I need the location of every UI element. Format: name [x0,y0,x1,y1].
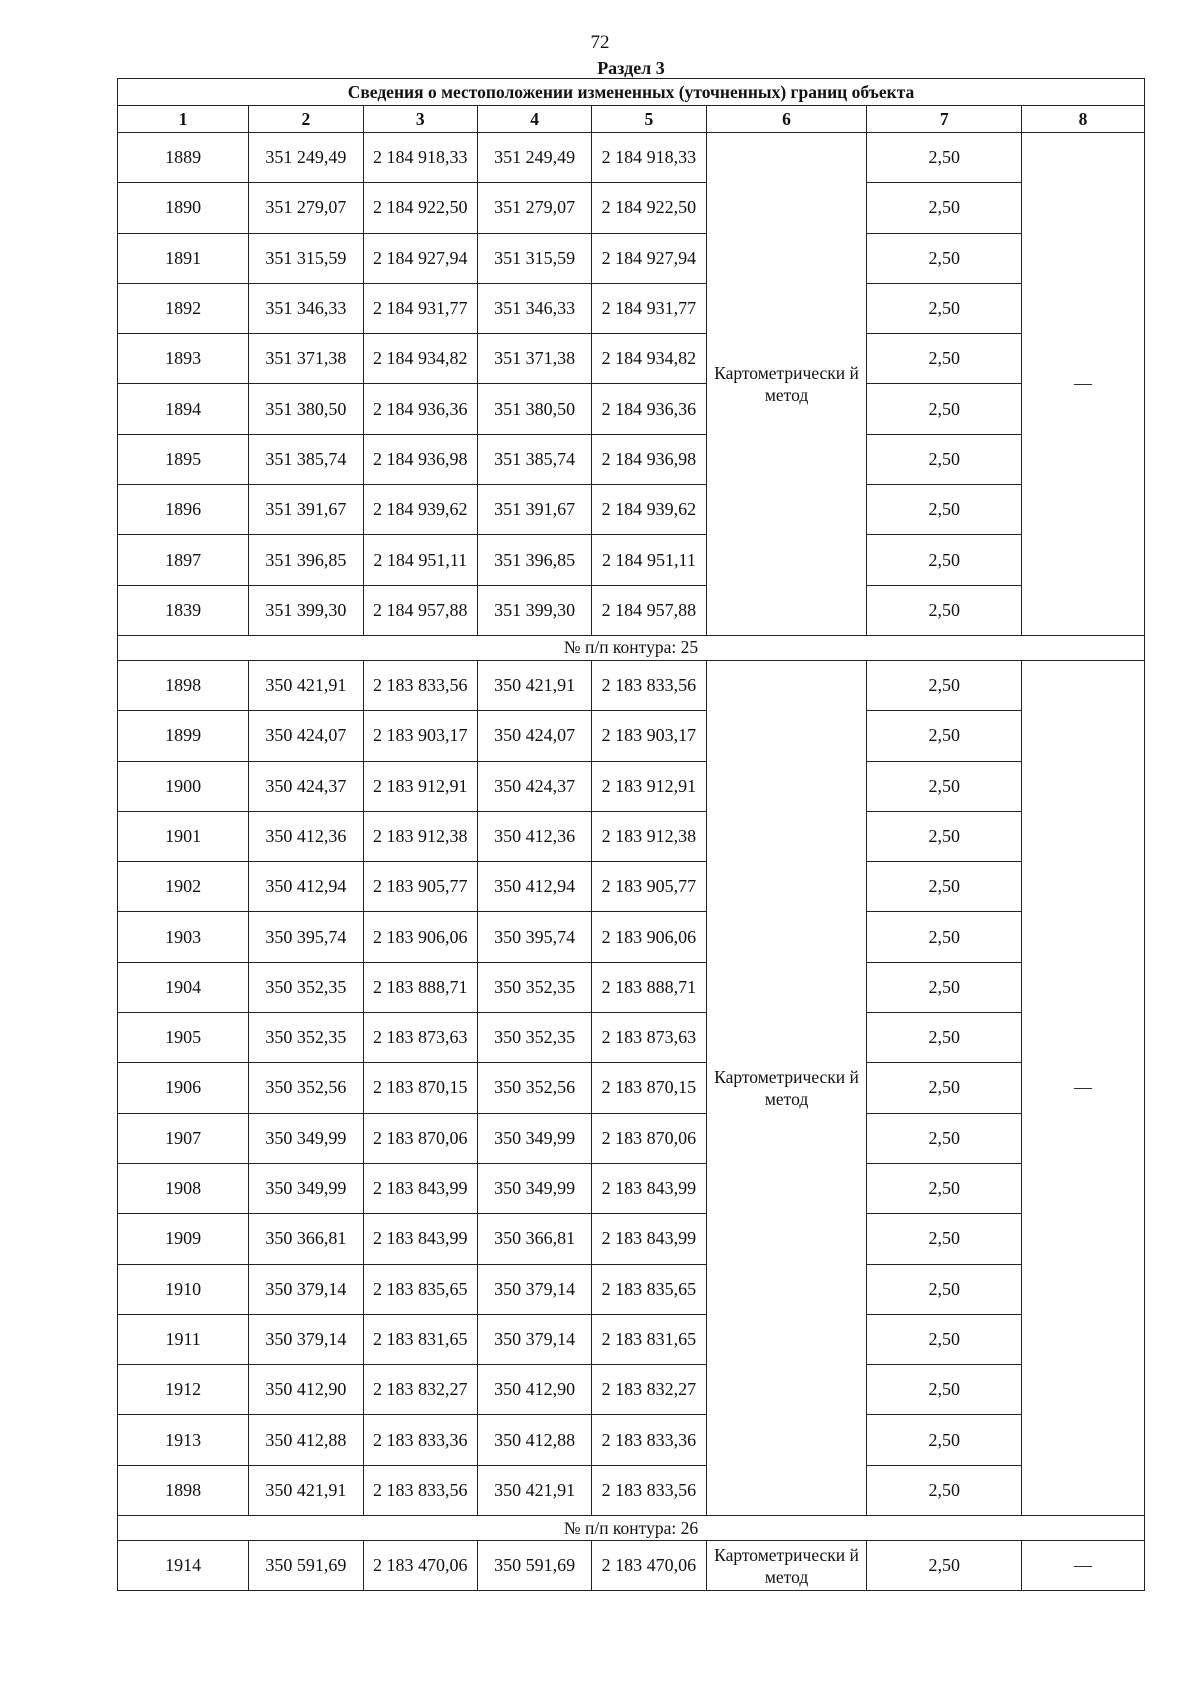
point-number-cell: 1890 [118,183,249,233]
point-number-cell: 1910 [118,1264,249,1314]
table-body [118,79,1145,1591]
x-existing-cell: 351 391,67 [249,485,363,535]
y-existing-cell: 2 183 906,06 [363,912,477,962]
point-number-cell: 1899 [118,711,249,761]
y-new-cell: 2 183 833,56 [592,660,706,710]
x-existing-cell: 350 349,99 [249,1163,363,1213]
y-existing-cell: 2 184 927,94 [363,233,477,283]
y-new-cell: 2 184 934,82 [592,334,706,384]
y-new-cell: 2 183 833,36 [592,1415,706,1465]
point-number-cell: 1912 [118,1365,249,1415]
table-row [118,485,1145,535]
table-row [118,1214,1145,1264]
point-number-cell: 1895 [118,434,249,484]
accuracy-cell: 2,50 [867,1063,1022,1113]
x-existing-cell: 351 279,07 [249,183,363,233]
x-new-cell: 350 349,99 [477,1163,591,1213]
y-new-cell: 2 184 922,50 [592,183,706,233]
table-row [118,384,1145,434]
x-new-cell: 350 352,35 [477,962,591,1012]
column-header: 2 [249,106,363,133]
x-new-cell: 350 366,81 [477,1214,591,1264]
point-number-cell: 1896 [118,485,249,535]
accuracy-cell: 2,50 [867,761,1022,811]
method-cell: Картометрически й метод [706,133,867,636]
x-existing-cell: 351 315,59 [249,233,363,283]
accuracy-cell: 2,50 [867,434,1022,484]
point-number-cell: 1900 [118,761,249,811]
x-new-cell: 350 424,37 [477,761,591,811]
accuracy-cell: 2,50 [867,811,1022,861]
x-new-cell: 350 591,69 [477,1541,591,1591]
accuracy-cell: 2,50 [867,711,1022,761]
y-new-cell: 2 183 870,15 [592,1063,706,1113]
table-row [118,1013,1145,1063]
y-existing-cell: 2 183 912,91 [363,761,477,811]
description-cell: — [1022,1541,1145,1591]
y-existing-cell: 2 184 918,33 [363,133,477,183]
table-row [118,660,1145,710]
y-new-cell: 2 183 870,06 [592,1113,706,1163]
point-number-cell: 1911 [118,1314,249,1364]
y-existing-cell: 2 184 922,50 [363,183,477,233]
y-new-cell: 2 183 905,77 [592,862,706,912]
table-row [118,1415,1145,1465]
y-new-cell: 2 184 918,33 [592,133,706,183]
table-row [118,585,1145,635]
x-existing-cell: 350 424,37 [249,761,363,811]
table-caption: Сведения о местоположении измененных (уточненных) границ объекта [118,79,1145,106]
table-row [118,1113,1145,1163]
accuracy-cell: 2,50 [867,1214,1022,1264]
table-row [118,912,1145,962]
x-new-cell: 351 396,85 [477,535,591,585]
x-existing-cell: 350 379,14 [249,1314,363,1364]
accuracy-cell: 2,50 [867,862,1022,912]
y-existing-cell: 2 183 905,77 [363,862,477,912]
table-row [118,811,1145,861]
x-new-cell: 350 412,90 [477,1365,591,1415]
x-new-cell: 350 349,99 [477,1113,591,1163]
x-new-cell: 350 412,36 [477,811,591,861]
x-existing-cell: 351 385,74 [249,434,363,484]
x-new-cell: 350 424,07 [477,711,591,761]
y-new-cell: 2 183 832,27 [592,1365,706,1415]
x-new-cell: 351 346,33 [477,283,591,333]
y-new-cell: 2 183 903,17 [592,711,706,761]
contour-label: № п/п контура: 25 [118,635,1145,660]
y-existing-cell: 2 183 833,56 [363,1465,477,1515]
x-existing-cell: 350 424,07 [249,711,363,761]
column-header: 7 [867,106,1022,133]
y-existing-cell: 2 184 936,98 [363,434,477,484]
x-new-cell: 350 395,74 [477,912,591,962]
x-existing-cell: 350 412,90 [249,1365,363,1415]
table-row [118,1465,1145,1515]
x-new-cell: 350 412,94 [477,862,591,912]
accuracy-cell: 2,50 [867,1264,1022,1314]
description-cell: — [1022,660,1145,1515]
accuracy-cell: 2,50 [867,183,1022,233]
x-new-cell: 351 315,59 [477,233,591,283]
x-new-cell: 351 391,67 [477,485,591,535]
accuracy-cell: 2,50 [867,1314,1022,1364]
contour-label-row [118,1516,1145,1541]
point-number-cell: 1901 [118,811,249,861]
x-new-cell: 350 421,91 [477,1465,591,1515]
column-header: 5 [592,106,706,133]
x-existing-cell: 350 352,35 [249,1013,363,1063]
table-caption-row [118,79,1145,106]
y-existing-cell: 2 184 939,62 [363,485,477,535]
point-number-cell: 1913 [118,1415,249,1465]
y-new-cell: 2 183 833,56 [592,1465,706,1515]
y-existing-cell: 2 183 470,06 [363,1541,477,1591]
y-new-cell: 2 184 927,94 [592,233,706,283]
point-number-cell: 1907 [118,1113,249,1163]
table-row [118,535,1145,585]
table-row [118,1314,1145,1364]
x-new-cell: 351 380,50 [477,384,591,434]
table-row [118,862,1145,912]
x-existing-cell: 350 352,35 [249,962,363,1012]
y-existing-cell: 2 183 833,36 [363,1415,477,1465]
y-new-cell: 2 183 888,71 [592,962,706,1012]
x-existing-cell: 350 349,99 [249,1113,363,1163]
x-existing-cell: 351 396,85 [249,535,363,585]
column-header-row [118,106,1145,133]
accuracy-cell: 2,50 [867,1365,1022,1415]
x-new-cell: 350 352,56 [477,1063,591,1113]
accuracy-cell: 2,50 [867,962,1022,1012]
column-header: 8 [1022,106,1145,133]
y-existing-cell: 2 184 931,77 [363,283,477,333]
y-new-cell: 2 183 873,63 [592,1013,706,1063]
x-existing-cell: 351 399,30 [249,585,363,635]
table-row [118,1264,1145,1314]
y-new-cell: 2 183 912,91 [592,761,706,811]
point-number-cell: 1897 [118,535,249,585]
table-row [118,1365,1145,1415]
accuracy-cell: 2,50 [867,1415,1022,1465]
x-existing-cell: 351 346,33 [249,283,363,333]
boundary-coordinates-table [117,78,1145,1591]
y-existing-cell: 2 184 951,11 [363,535,477,585]
x-new-cell: 351 399,30 [477,585,591,635]
point-number-cell: 1906 [118,1063,249,1113]
accuracy-cell: 2,50 [867,1541,1022,1591]
x-new-cell: 351 385,74 [477,434,591,484]
contour-label: № п/п контура: 26 [118,1516,1145,1541]
y-existing-cell: 2 183 831,65 [363,1314,477,1364]
point-number-cell: 1891 [118,233,249,283]
y-existing-cell: 2 183 833,56 [363,660,477,710]
point-number-cell: 1898 [118,1465,249,1515]
x-existing-cell: 350 421,91 [249,1465,363,1515]
y-new-cell: 2 183 912,38 [592,811,706,861]
x-new-cell: 350 412,88 [477,1415,591,1465]
point-number-cell: 1903 [118,912,249,962]
accuracy-cell: 2,50 [867,1113,1022,1163]
accuracy-cell: 2,50 [867,535,1022,585]
x-existing-cell: 350 591,69 [249,1541,363,1591]
accuracy-cell: 2,50 [867,1013,1022,1063]
accuracy-cell: 2,50 [867,384,1022,434]
y-new-cell: 2 184 936,98 [592,434,706,484]
y-new-cell: 2 183 831,65 [592,1314,706,1364]
page-number: 72 [590,32,610,53]
description-cell: — [1022,133,1145,636]
table-row [118,962,1145,1012]
x-existing-cell: 350 421,91 [249,660,363,710]
contour-label-row [118,635,1145,660]
point-number-cell: 1839 [118,585,249,635]
y-existing-cell: 2 183 870,15 [363,1063,477,1113]
accuracy-cell: 2,50 [867,660,1022,710]
x-existing-cell: 350 395,74 [249,912,363,962]
x-new-cell: 350 379,14 [477,1314,591,1364]
column-header: 3 [363,106,477,133]
x-new-cell: 350 421,91 [477,660,591,710]
x-existing-cell: 350 366,81 [249,1214,363,1264]
table-row [118,761,1145,811]
point-number-cell: 1889 [118,133,249,183]
accuracy-cell: 2,50 [867,585,1022,635]
y-new-cell: 2 184 931,77 [592,283,706,333]
point-number-cell: 1908 [118,1163,249,1213]
table-row [118,233,1145,283]
y-new-cell: 2 184 957,88 [592,585,706,635]
accuracy-cell: 2,50 [867,233,1022,283]
section-title: Раздел 3 [597,58,665,78]
accuracy-cell: 2,50 [867,1465,1022,1515]
y-existing-cell: 2 183 873,63 [363,1013,477,1063]
point-number-cell: 1914 [118,1541,249,1591]
y-existing-cell: 2 183 843,99 [363,1214,477,1264]
x-new-cell: 351 371,38 [477,334,591,384]
column-header: 6 [706,106,867,133]
x-new-cell: 350 379,14 [477,1264,591,1314]
table-row [118,183,1145,233]
point-number-cell: 1904 [118,962,249,1012]
accuracy-cell: 2,50 [867,912,1022,962]
y-new-cell: 2 183 906,06 [592,912,706,962]
y-new-cell: 2 183 843,99 [592,1163,706,1213]
point-number-cell: 1898 [118,660,249,710]
point-number-cell: 1892 [118,283,249,333]
table-row [118,1541,1145,1591]
column-header: 1 [118,106,249,133]
y-new-cell: 2 183 843,99 [592,1214,706,1264]
point-number-cell: 1894 [118,384,249,434]
x-existing-cell: 351 380,50 [249,384,363,434]
table-row [118,1063,1145,1113]
accuracy-cell: 2,50 [867,1163,1022,1213]
table-row [118,1163,1145,1213]
column-header: 4 [477,106,591,133]
point-number-cell: 1905 [118,1013,249,1063]
y-new-cell: 2 183 470,06 [592,1541,706,1591]
x-new-cell: 350 352,35 [477,1013,591,1063]
table-row [118,434,1145,484]
accuracy-cell: 2,50 [867,133,1022,183]
x-existing-cell: 350 412,88 [249,1415,363,1465]
x-existing-cell: 351 249,49 [249,133,363,183]
y-existing-cell: 2 183 835,65 [363,1264,477,1314]
x-new-cell: 351 249,49 [477,133,591,183]
table-row [118,283,1145,333]
point-number-cell: 1902 [118,862,249,912]
y-existing-cell: 2 183 888,71 [363,962,477,1012]
accuracy-cell: 2,50 [867,334,1022,384]
y-existing-cell: 2 184 934,82 [363,334,477,384]
accuracy-cell: 2,50 [867,485,1022,535]
y-new-cell: 2 183 835,65 [592,1264,706,1314]
table-row [118,711,1145,761]
point-number-cell: 1909 [118,1214,249,1264]
y-existing-cell: 2 184 936,36 [363,384,477,434]
x-existing-cell: 350 412,94 [249,862,363,912]
table-row [118,334,1145,384]
table-row [118,133,1145,183]
accuracy-cell: 2,50 [867,283,1022,333]
x-new-cell: 351 279,07 [477,183,591,233]
y-new-cell: 2 184 939,62 [592,485,706,535]
point-number-cell: 1893 [118,334,249,384]
x-existing-cell: 350 412,36 [249,811,363,861]
y-existing-cell: 2 183 903,17 [363,711,477,761]
y-new-cell: 2 184 936,36 [592,384,706,434]
x-existing-cell: 350 379,14 [249,1264,363,1314]
y-existing-cell: 2 183 843,99 [363,1163,477,1213]
y-existing-cell: 2 183 912,38 [363,811,477,861]
x-existing-cell: 351 371,38 [249,334,363,384]
method-cell: Картометрически й метод [706,1541,867,1591]
x-existing-cell: 350 352,56 [249,1063,363,1113]
y-existing-cell: 2 183 870,06 [363,1113,477,1163]
method-cell: Картометрически й метод [706,660,867,1515]
y-new-cell: 2 184 951,11 [592,535,706,585]
y-existing-cell: 2 183 832,27 [363,1365,477,1415]
y-existing-cell: 2 184 957,88 [363,585,477,635]
